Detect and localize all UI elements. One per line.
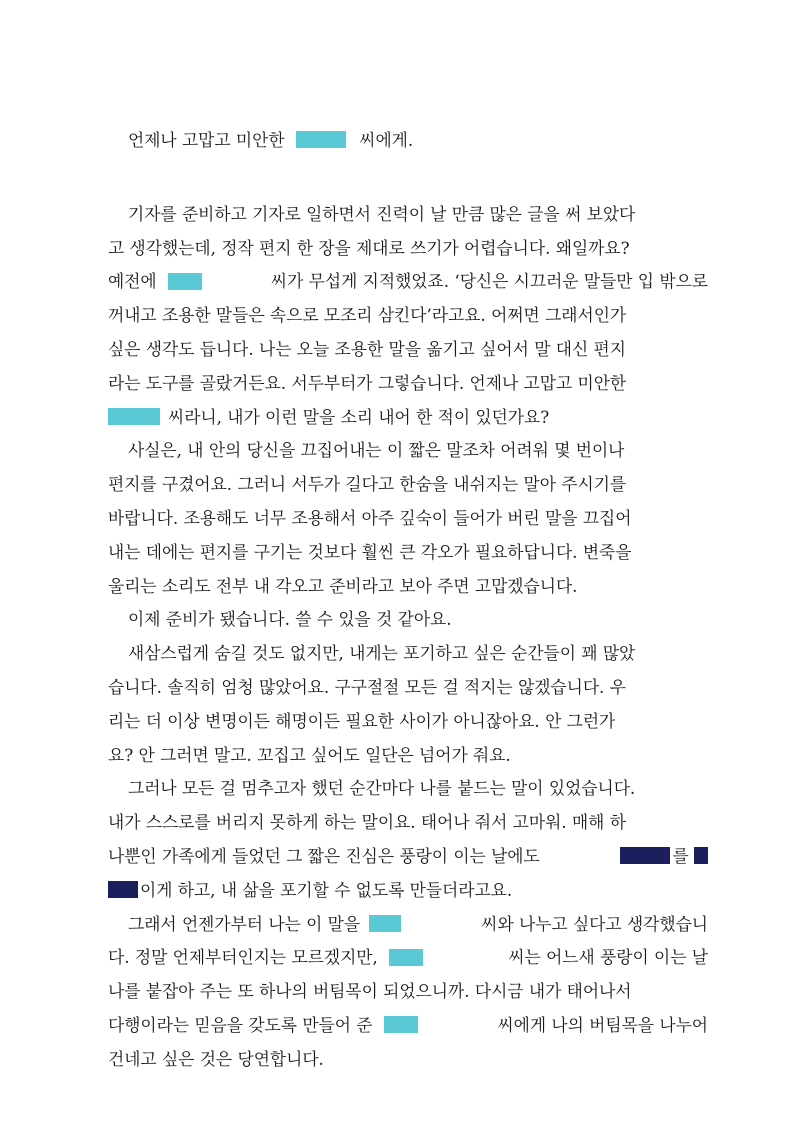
redacted-name [168,273,202,290]
text-line: 다행이라는 믿음을 갖도록 만들어 준 씨에게 나의 버팀목을 나누어 [108,1014,708,1035]
text-line: 다. 정말 언제부터인지는 모르겠지만, 씨는 어느새 풍랑이 이는 날 [108,947,708,968]
text-line: 기자를 준비하고 기자로 일하면서 진력이 날 만큼 많은 글을 써 보았다 [128,203,636,224]
salutation-line [108,124,708,158]
text-line: 편지를 구겼어요. 그러니 서두가 길다고 한숨을 내쉬지는 말아 주시기를 [108,474,627,495]
text-line: 바랍니다. 조용해도 너무 조용해서 아주 깊숙이 들어가 버린 말을 끄집어 [108,507,632,528]
text-line: 싶은 생각도 듭니다. 나는 오늘 조용한 말을 옮기고 싶어서 말 대신 편지 [108,338,626,359]
text-line: 건네고 싶은 것은 당연합니다. [108,1048,324,1069]
text-line: 예전에 씨가 무섭게 지적했었죠. ‘당신은 시끄러운 말들만 입 밖으로 [108,271,708,292]
text-line: 씨라니, 내가 이런 말을 소리 내어 한 적이 있던가요? [108,401,708,435]
letter-body [108,124,708,1077]
text-line: 나뿐인 가족에게 들었던 그 짧은 진심은 풍랑이 이는 날에도 를 [108,840,708,874]
text-line: 울리는 소리도 전부 내 각오고 준비라고 보아 주면 고맙겠습니다. [108,575,578,596]
text-line: 그래서 언젠가부터 나는 이 말을 씨와 나누고 싶다고 생각했습니 [128,913,708,934]
text-line: 습니다. 솔직히 엄청 많았어요. 구구절절 모든 걸 적지는 않겠습니다. 우 [108,676,626,697]
text-line: 사실은, 내 안의 당신을 끄집어내는 이 짧은 말조차 어려워 몇 번이나 [128,440,625,461]
redacted-name [369,915,401,932]
text-line: 요? 안 그러면 말고. 꼬집고 싶어도 일단은 넘어가 줘요. [108,744,511,765]
redacted-name [296,131,346,148]
text-line: 이게 하고, 내 삶을 포기할 수 없도록 만들더라고요. [108,874,708,908]
redacted-word [108,881,138,898]
text-line: 내가 스스로를 버리지 못하게 하는 말이요. 태어나 줘서 고마워. 매해 하 [108,812,626,833]
text-line: 새삼스럽게 숨길 것도 없지만, 내게는 포기하고 싶은 순간들이 꽤 많았 [128,643,636,664]
text-line: 라는 도구를 골랐거든요. 서두부터가 그렇습니다. 언제나 고맙고 미안한 [108,372,627,393]
redacted-name [384,1016,418,1033]
redacted-name [389,949,423,966]
text-line: 그러나 모든 걸 멈추고자 했던 순간마다 나를 붙드는 말이 있었습니다. [128,778,636,799]
salutation-text: 언제나 고맙고 미안한 [128,130,290,150]
text-line: 내는 데에는 편지를 구기는 것보다 훨씬 큰 각오가 필요하답니다. 변죽을 [108,541,632,562]
text-line: 이제 준비가 됐습니다. 쓸 수 있을 것 같아요. [128,609,452,630]
text-line: 꺼내고 조용한 말들은 속으로 모조리 삼킨다’라고요. 어쩌면 그래서인가 [108,305,627,326]
redacted-word [694,847,708,864]
text-line: 리는 더 이상 변명이든 해명이든 필요한 사이가 아니잖아요. 안 그런가 [108,710,616,731]
redacted-word [620,847,670,864]
text-line: 고 생각했는데, 정작 편지 한 장을 제대로 쓰기가 어렵습니다. 왜일까요? [108,237,630,258]
redacted-name [108,408,160,425]
text-line: 나를 붙잡아 주는 또 하나의 버팀목이 되었으니까. 다시금 내가 태어나서 [108,981,632,1002]
salutation-text: 씨에게. [353,130,414,150]
